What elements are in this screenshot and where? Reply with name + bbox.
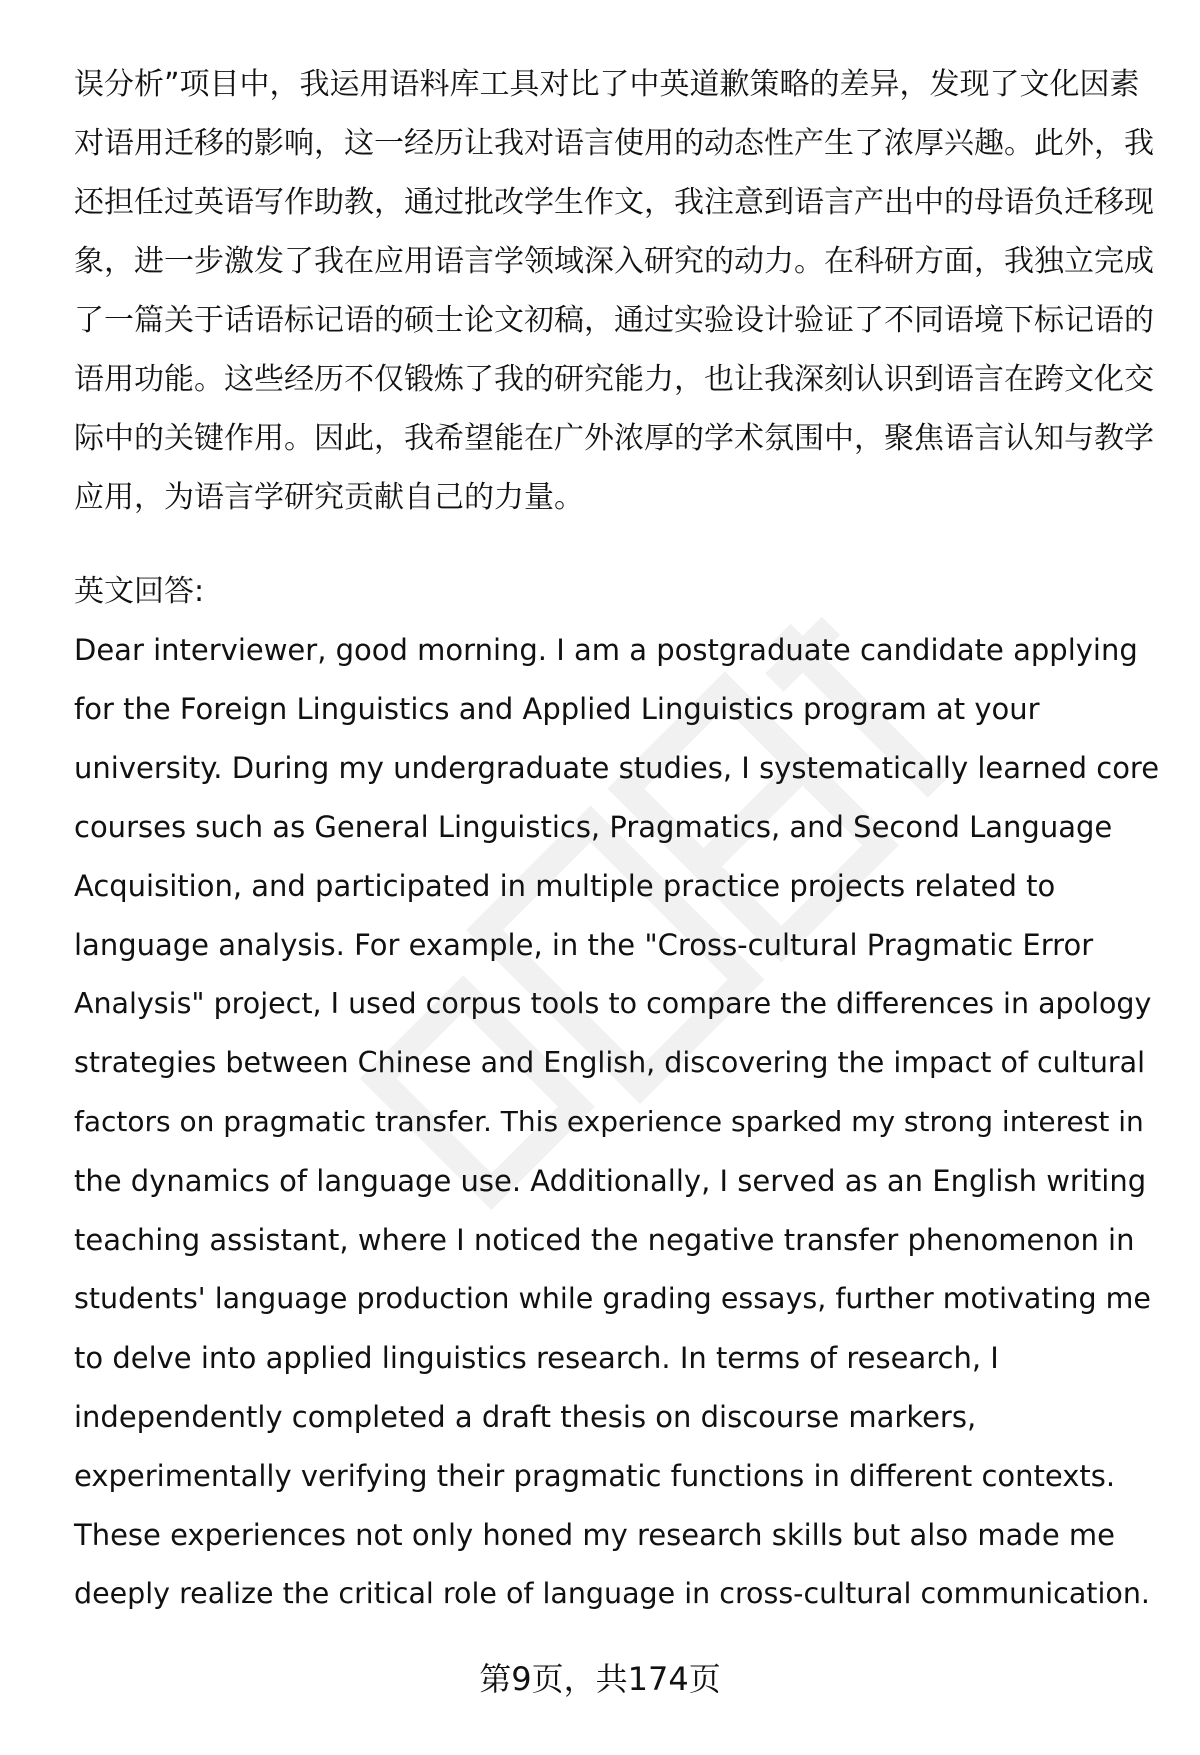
en-line-8: strategies between Chinese and English, discovering the impact of cultural [74, 1046, 1145, 1079]
en-line-4: courses such as General Linguistics, Pragmatics, and Second Language [74, 810, 1113, 844]
page-number: 第9页，共174页 [479, 1660, 721, 1698]
en-line-7: Analysis" project, I used corpus tools to compare the differences in apology [74, 987, 1152, 1020]
cn-line-2: 对语用迁移的影响，这一经历让我对语言使用的动态性产生了浓厚兴趣。此外，我 [74, 126, 1154, 161]
cn-line-6: 语用功能。这些经历不仅锻炼了我的研究能力，也让我深刻认识到语言在跨文化交 [74, 362, 1154, 397]
cn-line-3: 还担任过英语写作助教，通过批改学生作文，我注意到语言产出中的母语负迁移现 [74, 185, 1154, 220]
cn-line-5: 了一篇关于话语标记语的硕士论文初稿，通过实验设计验证了不同语境下标记语的 [74, 303, 1154, 338]
cn-line-7: 际中的关键作用。因此，我希望能在广外浓厚的学术氛围中，聚焦语言认知与教学 [74, 421, 1154, 456]
en-line-16: These experiences not only honed my research skills but also made me [74, 1518, 1115, 1552]
en-line-10: the dynamics of language use. Additionally, I served as an English writing [74, 1164, 1147, 1198]
en-line-5: Acquisition, and participated in multiple practice projects related to [74, 869, 1056, 903]
en-line-9: factors on pragmatic transfer. This experience sparked my strong interest in [74, 1105, 1144, 1138]
en-line-11: teaching assistant, where I noticed the negative transfer phenomenon in [74, 1223, 1135, 1257]
en-line-12: students' language production while grading essays, further motivating me [74, 1282, 1151, 1315]
cn-line-1: 误分析”项目中，我运用语料库工具对比了中英道歉策略的差异，发现了文化因素 [74, 67, 1140, 102]
en-line-6: language analysis. For example, in the "Cross-cultural Pragmatic Error [74, 928, 1094, 962]
en-line-13: to delve into applied linguistics research. In terms of research, I [74, 1341, 999, 1375]
en-line-14: independently completed a draft thesis on discourse markers, [74, 1400, 977, 1434]
en-line-3: university. During my undergraduate studies, I systematically learned core [74, 751, 1160, 785]
en-line-1: Dear interviewer, good morning. I am a postgraduate candidate applying [74, 633, 1138, 667]
english-heading: 英文回答: [74, 574, 205, 609]
en-line-15: experimentally verifying their pragmatic functions in different contexts. [74, 1459, 1116, 1493]
cn-line-4: 象，进一步激发了我在应用语言学领域深入研究的动力。在科研方面，我独立完成 [74, 244, 1154, 279]
en-line-17: deeply realize the critical role of language in cross-cultural communication. [74, 1577, 1150, 1610]
en-line-2: for the Foreign Linguistics and Applied Linguistics program at your [74, 692, 1040, 726]
cn-line-8: 应用，为语言学研究贡献自己的力量。 [74, 480, 584, 515]
